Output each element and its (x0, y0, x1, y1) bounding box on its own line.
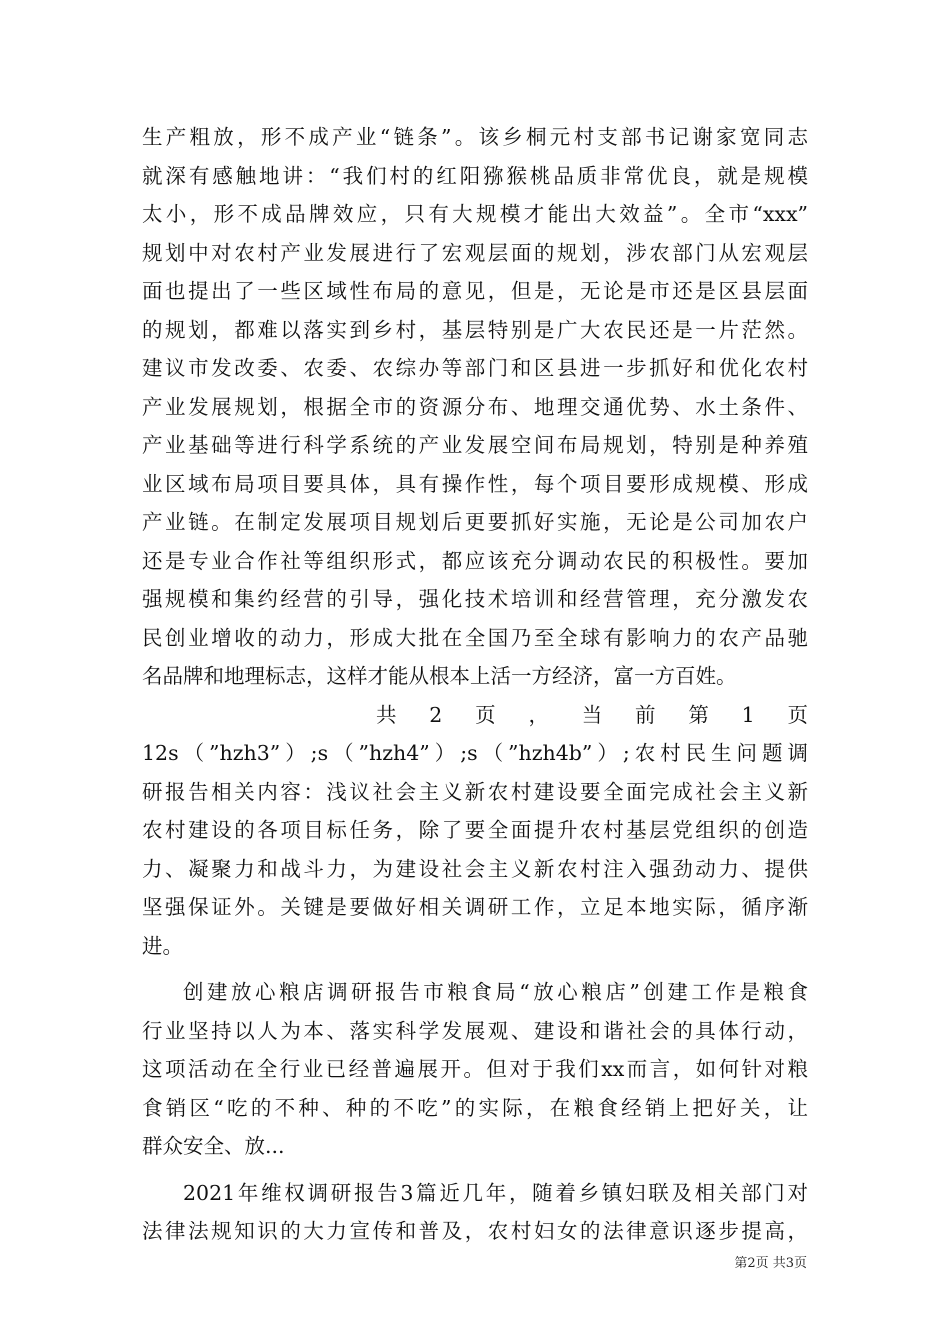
text-line: 法律法规知识的大力宣传和普及，农村妇女的法律意识逐步提高， (142, 1219, 808, 1243)
text-line: 生产粗放，形不成产业“链条”。该乡桐元村支部书记谢家宽同志 (142, 125, 808, 149)
text-line: 还是专业合作社等组织形式，都应该充分调动农民的积极性。要加 (142, 548, 808, 573)
text-line: 食销区“吃的不种、种的不吃”的实际，在粮食经销上把好关，让 (142, 1095, 808, 1120)
text-line: 研报告相关内容：浅议社会主义新农村建设要全面完成社会主义新 (142, 779, 808, 804)
page-footer: 第2页 共3页 (734, 1256, 807, 1271)
text-line: 农村建设的各项目标任务，除了要全面提升农村基层党组织的创造 (142, 818, 808, 842)
text-line: 规划中对农村产业发展进行了宏观层面的规划，涉农部门从宏观层 (142, 240, 808, 265)
paragraph-3 (142, 973, 808, 1166)
text-line: 坚强保证外。关键是要做好相关调研工作，立足本地实际，循序渐 (142, 895, 808, 919)
document-body (142, 118, 808, 1251)
text-line: 名品牌和地理标志，这样才能从根本上活一方经济，富一方百姓。 (142, 664, 737, 688)
text-line: 产业基础等进行科学系统的产业发展空间布局规划，特别是种养殖 (142, 433, 808, 457)
text-line: 这项活动在全行业已经普遍展开。但对于我们xx而言，如何针对粮 (142, 1057, 808, 1081)
text-line: 2021年维权调研报告3篇近几年，随着乡镇妇联及相关部门对 (183, 1180, 808, 1205)
text-line: 群众安全、放... (142, 1134, 285, 1158)
text-line: 的规划，都难以落实到乡村，基层特别是广大农民还是一片茫然。 (142, 317, 808, 342)
text-line: 面也提出了一些区域性布局的意见，但是，无论是市还是区县层面 (142, 279, 808, 303)
text-line: 力、凝聚力和战斗力，为建设社会主义新农村注入强劲动力、提供 (142, 856, 808, 881)
text-line: 创建放心粮店调研报告市粮食局“放心粮店”创建工作是粮食 (183, 980, 808, 1004)
text-line: 12s（”hzh3”）;s（”hzh4”）;s（”hzh4b”）;农村民生问题调 (142, 741, 808, 765)
paragraph-1 (142, 118, 808, 696)
text-line: 建议市发改委、农委、农综办等部门和区县进一步抓好和优化农村 (142, 356, 808, 380)
text-line: 强规模和集约经营的引导，强化技术培训和经营管理，充分激发农 (142, 587, 808, 611)
paragraph-2 (142, 734, 808, 965)
page-indicator-text: 共2页，当前第1页 (376, 702, 808, 727)
paragraph-4 (142, 1174, 808, 1251)
page-indicator (142, 696, 808, 735)
text-line: 业区域布局项目要具体，具有操作性，每个项目要形成规模、形成 (142, 471, 808, 496)
text-line: 民创业增收的动力，形成大批在全国乃至全球有影响力的农产品驰 (142, 625, 808, 650)
text-line: 就深有感触地讲：“我们村的红阳猕猴桃品质非常优良，就是规模 (142, 163, 808, 188)
text-line: 产业发展规划，根据全市的资源分布、地理交通优势、水土条件、 (142, 394, 808, 419)
text-line: 太小，形不成品牌效应，只有大规模才能出大效益”。全市“xxx” (142, 202, 808, 226)
text-line: 产业链。在制定发展项目规划后更要抓好实施，无论是公司加农户 (142, 510, 808, 534)
text-line: 进。 (142, 933, 183, 958)
text-line: 行业坚持以人为本、落实科学发展观、建设和谐社会的具体行动， (142, 1018, 808, 1043)
